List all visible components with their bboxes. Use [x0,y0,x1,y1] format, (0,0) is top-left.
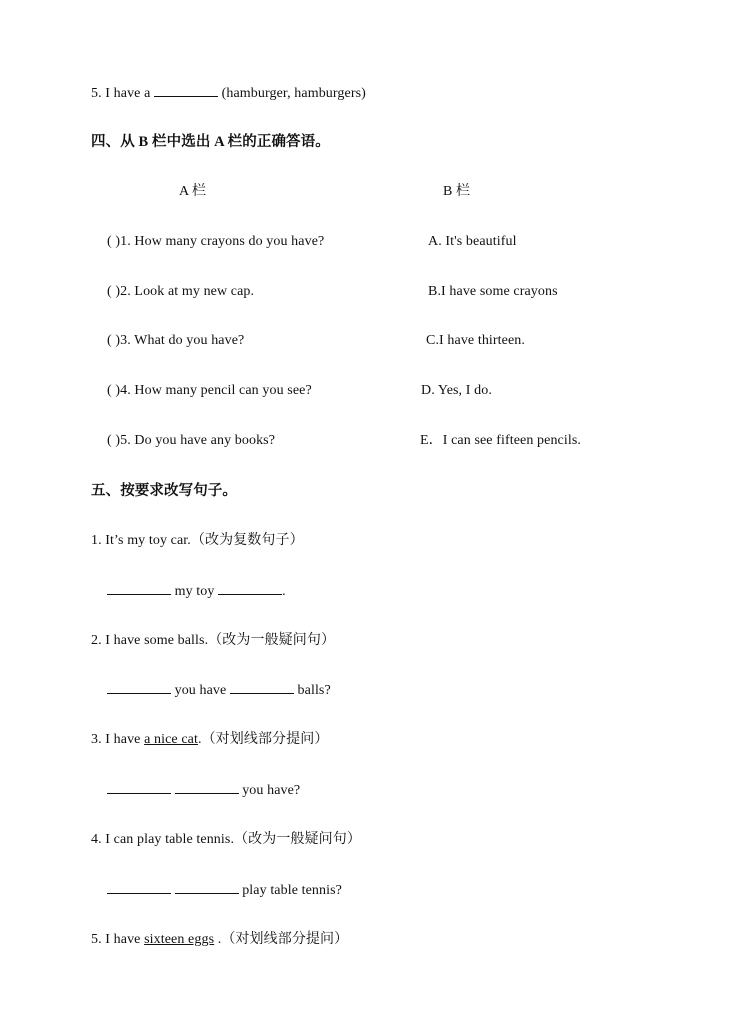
answer-paren[interactable]: ( ) [107,234,121,249]
answer-paren[interactable]: ( ) [107,284,121,299]
item-note: （对划线部分提问） [221,932,349,947]
column-a-header: A 栏 [179,184,207,199]
match-row [107,233,324,251]
match-row [107,382,312,400]
answer-blank[interactable] [230,681,294,694]
item-sentence-end: . [214,932,222,947]
match-row [107,432,275,450]
underlined-phrase: a nice cat [144,732,198,747]
answer-text: you have? [238,783,301,798]
answer-blank[interactable] [107,781,171,794]
answer-blank[interactable] [107,582,171,595]
match-answer: C.I have thirteen. [426,333,525,348]
rewrite-answer-1 [107,582,286,601]
item-sentence-end: . [197,732,202,747]
item-note: （改为一般疑问句） [234,832,361,847]
question-text: 1. How many crayons do you have? [120,234,325,249]
item-sentence: 4. I can play table tennis. [91,832,235,847]
answer-blank[interactable] [154,84,218,97]
match-answer: B.I have some crayons [428,284,558,299]
rewrite-answer-3 [107,781,300,800]
rewrite-item-1 [91,532,304,550]
item-options: (hamburger, hamburgers) [218,86,366,101]
item-sentence: 2. I have some balls. [91,633,209,648]
match-answer: E．I can see fifteen pencils. [420,433,582,448]
answer-blank[interactable] [175,781,239,794]
answer-paren[interactable]: ( ) [107,433,121,448]
item-sentence: 1. It’s my toy car. [91,533,191,548]
answer-text: you have [171,683,230,698]
answer-blank[interactable] [107,681,171,694]
section4-title: 四、从 B 栏中选出 A 栏的正确答语。 [91,134,330,150]
rewrite-item-2 [91,632,335,650]
answer-text: . [282,584,286,599]
answer-blank[interactable] [107,881,171,894]
rewrite-answer-4 [107,881,342,900]
rewrite-item-5 [91,931,348,949]
question-text: 5. Do you have any books? [120,433,276,448]
answer-blank[interactable] [175,881,239,894]
question-text: 3. What do you have? [120,333,245,348]
item-note: （改为复数句子） [190,533,304,548]
item-text: 5. I have a [91,86,155,101]
match-row [107,283,254,301]
item-sentence: 5. I have [91,932,145,947]
underlined-phrase: sixteen eggs [144,932,215,947]
section3-item-5 [91,84,366,103]
item-note: （改为一般疑问句） [208,633,336,648]
answer-blank[interactable] [218,582,282,595]
answer-text: my toy [171,584,219,599]
answer-paren[interactable]: ( ) [107,383,121,398]
section5-title: 五、按要求改写句子。 [91,483,237,499]
answer-paren[interactable]: ( ) [107,333,121,348]
question-text: 4. How many pencil can you see? [120,383,312,398]
answer-text: play table tennis? [238,883,342,898]
rewrite-item-4 [91,831,361,849]
item-sentence: 3. I have [91,732,145,747]
match-row [107,332,244,350]
match-answer: D. Yes, I do. [421,383,492,398]
rewrite-item-3 [91,731,328,749]
item-note: （对划线部分提问） [201,732,329,747]
question-text: 2. Look at my new cap. [120,284,255,299]
match-answer: A. It's beautiful [428,234,517,249]
column-b-header: B 栏 [443,184,471,199]
rewrite-answer-2 [107,681,331,700]
answer-text: balls? [293,683,331,698]
